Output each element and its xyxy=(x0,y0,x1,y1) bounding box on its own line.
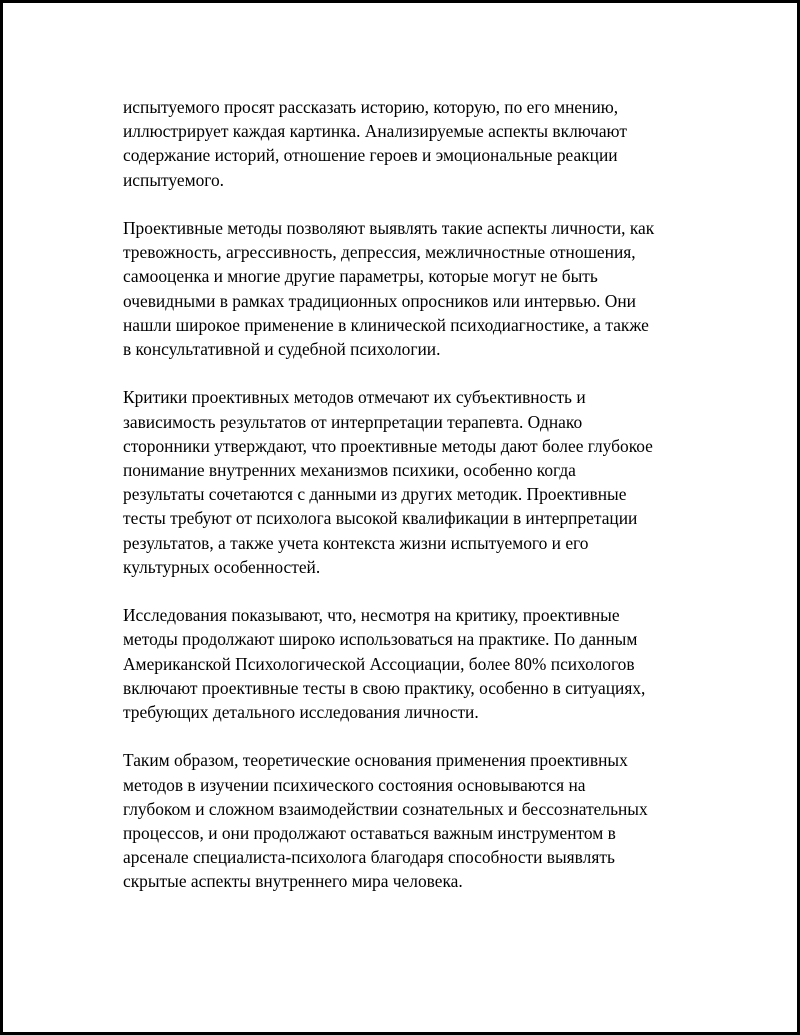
document-body xyxy=(123,95,713,918)
text-line: Проективные методы позволяют выявлять такие аспекты личности, как xyxy=(123,218,655,238)
text-line: арсенале специалиста-психолога благодаря способности выявлять xyxy=(123,847,615,868)
text-line: тесты требуют от психолога высокой квалификации в интерпретации xyxy=(123,508,638,529)
text-line: тревожность, агрессивность, депрессия, межличностные отношения, xyxy=(123,242,636,263)
text-line: процессов, и они продолжают оставаться важным инструментом в xyxy=(123,823,616,844)
paragraph-5 xyxy=(123,748,713,893)
text-line: Критики проективных методов отмечают их субъективность и xyxy=(123,387,586,408)
text-line: результаты сочетаются с данными из других методик. Проективные xyxy=(123,484,627,505)
paragraph-2 xyxy=(123,216,713,361)
text-line: иллюстрирует каждая картинка. Анализируемые аспекты включают xyxy=(123,121,627,142)
text-line: испытуемого. xyxy=(123,169,225,190)
text-line: методов в изучении психического состояния основываются на xyxy=(123,774,586,795)
text-line: требующих детального исследования личности. xyxy=(123,702,479,723)
paragraph-3 xyxy=(123,385,713,579)
paragraph-4 xyxy=(123,603,713,724)
text-line: зависимость результатов от интерпретации терапевта. Однако xyxy=(123,411,583,432)
text-line: скрытые аспекты внутреннего мира человека. xyxy=(123,871,463,892)
text-line: испытуемого просят рассказать историю, которую, по его мнению, xyxy=(123,97,619,117)
text-line: культурных особенностей. xyxy=(123,556,321,577)
text-line: нашли широкое применение в клинической психодиагностике, а также xyxy=(123,314,649,335)
text-line: самооценка и многие другие параметры, которые могут не быть xyxy=(123,266,598,287)
text-line: глубоком и сложном взаимодействии сознательных и бессознательных xyxy=(123,798,648,819)
paragraph-1 xyxy=(123,95,713,192)
text-line: сторонники утверждают, что проективные методы дают более глубокое xyxy=(123,435,653,456)
text-line: содержание историй, отношение героев и эмоциональные реакции xyxy=(123,145,618,166)
text-line: понимание внутренних механизмов психики, особенно когда xyxy=(123,460,576,481)
text-line: Исследования показывают, что, несмотря на критику, проективные xyxy=(123,605,620,626)
text-line: результатов, а также учета контекста жизни испытуемого и его xyxy=(123,532,589,553)
text-line: Таким образом, теоретические основания применения проективных xyxy=(123,750,628,771)
text-line: включают проективные тесты в свою практику, особенно в ситуациях, xyxy=(123,677,646,698)
text-line: Американской Психологической Ассоциации, более 80% психологов xyxy=(123,653,635,674)
text-line: в консультативной и судебной психологии. xyxy=(123,339,441,360)
text-line: методы продолжают широко использоваться на практике. По данным xyxy=(123,629,638,650)
text-line: очевидными в рамках традиционных опросников или интервью. Они xyxy=(123,290,636,311)
